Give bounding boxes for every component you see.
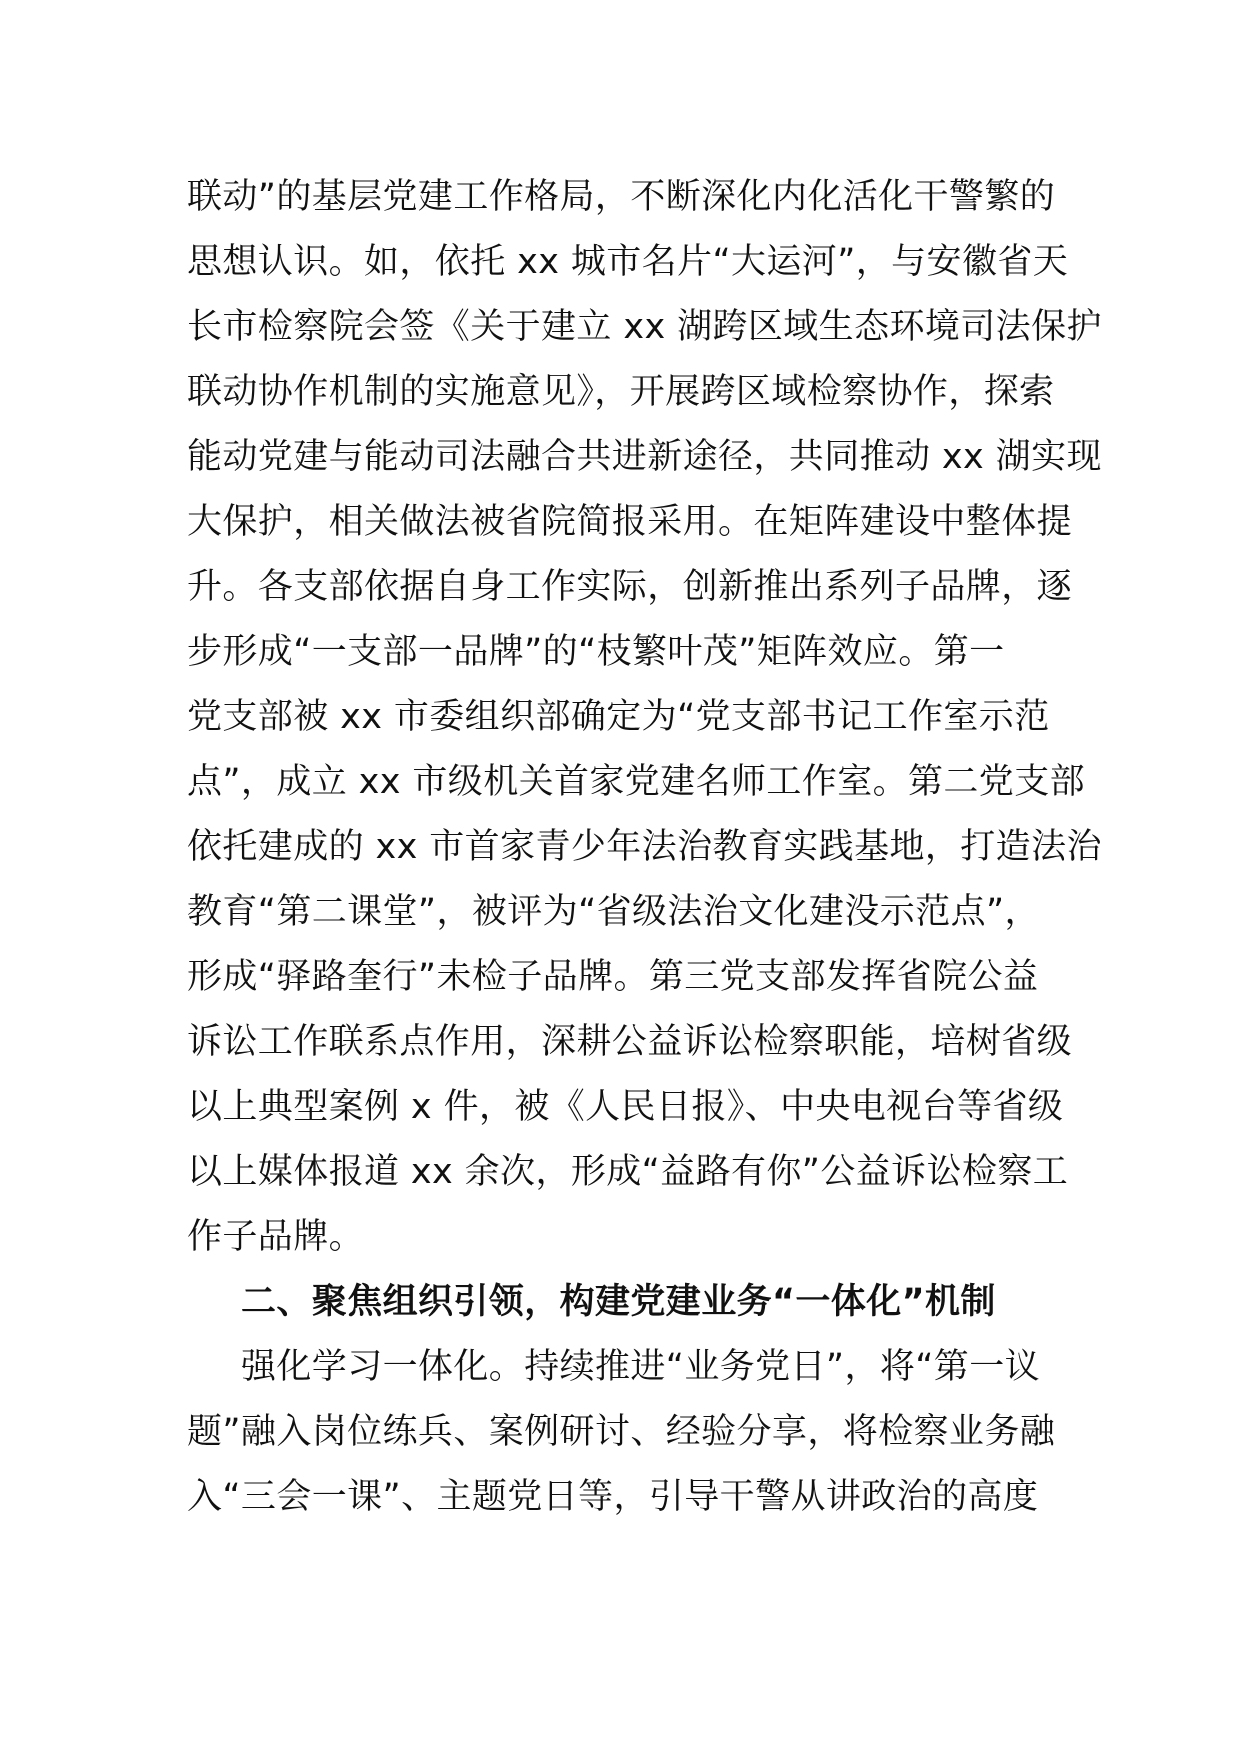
body-text-line: 联动”的基层党建工作格局，不断深化内化活化干警繁的 <box>187 177 1056 217</box>
body-text-line: 教育“第二课堂”，被评为“省级法治文化建没示范点”， <box>187 892 1040 932</box>
body-text-line: 党支部被 xx 市委组织部确定为“党支部书记工作室示范 <box>187 697 1050 737</box>
body-text-line: 点”，成立 xx 市级机关首家党建名师工作室。第二党支部 <box>187 762 1086 802</box>
body-text-line: 以上典型案例 x 件，被《人民日报》、中央电视台等省级 <box>187 1087 1064 1127</box>
body-text-line: 依托建成的 xx 市首家青少年法治教育实践基地，打造法治 <box>187 827 1102 867</box>
section-heading: 二、聚焦组织引领，构建党建业务“一体化”机制 <box>241 1282 996 1322</box>
body-text-line: 题”融入岗位练兵、案例研讨、经验分享，将检察业务融 <box>187 1412 1056 1452</box>
body-text-line: 以上媒体报道 xx 余次，形成“益路有你”公益诉讼检察工 <box>187 1152 1069 1192</box>
body-text-line: 长市检察院会签《关于建立 xx 湖跨区域生态环境司法保护 <box>187 307 1102 347</box>
body-text-line: 作子品牌。 <box>187 1217 365 1257</box>
body-text-line: 升。各支部依据自身工作实际，创新推出系列子品牌，逐 <box>187 567 1073 607</box>
body-text-line: 步形成“一支部一品牌”的“枝繁叶茂”矩阵效应。第一 <box>187 632 1005 672</box>
body-text-line: 强化学习一体化。持续推进“业务党日”，将“第一议 <box>241 1347 1040 1387</box>
body-text-line: 能动党建与能动司法融合共进新途径，共同推动 xx 湖实现 <box>187 437 1102 477</box>
body-text-line: 入“三会一课”、主题党日等，引导干警从讲政治的高度 <box>187 1477 1039 1517</box>
body-text-line: 诉讼工作联系点作用，深耕公益诉讼检察职能，培树省级 <box>187 1022 1073 1062</box>
body-text-line: 大保护，相关做法被省院简报采用。在矩阵建设中整体提 <box>187 502 1073 542</box>
document-body <box>187 165 1102 1530</box>
body-text-line: 思想认识。如，依托 xx 城市名片“大运河”，与安徽省天 <box>187 242 1069 282</box>
body-text-line: 联动协作机制的实施意见》，开展跨区域检察协作，探索 <box>187 372 1055 412</box>
body-text-line: 形成“驿路奎行”未检子品牌。第三党支部发挥省院公益 <box>187 957 1039 997</box>
